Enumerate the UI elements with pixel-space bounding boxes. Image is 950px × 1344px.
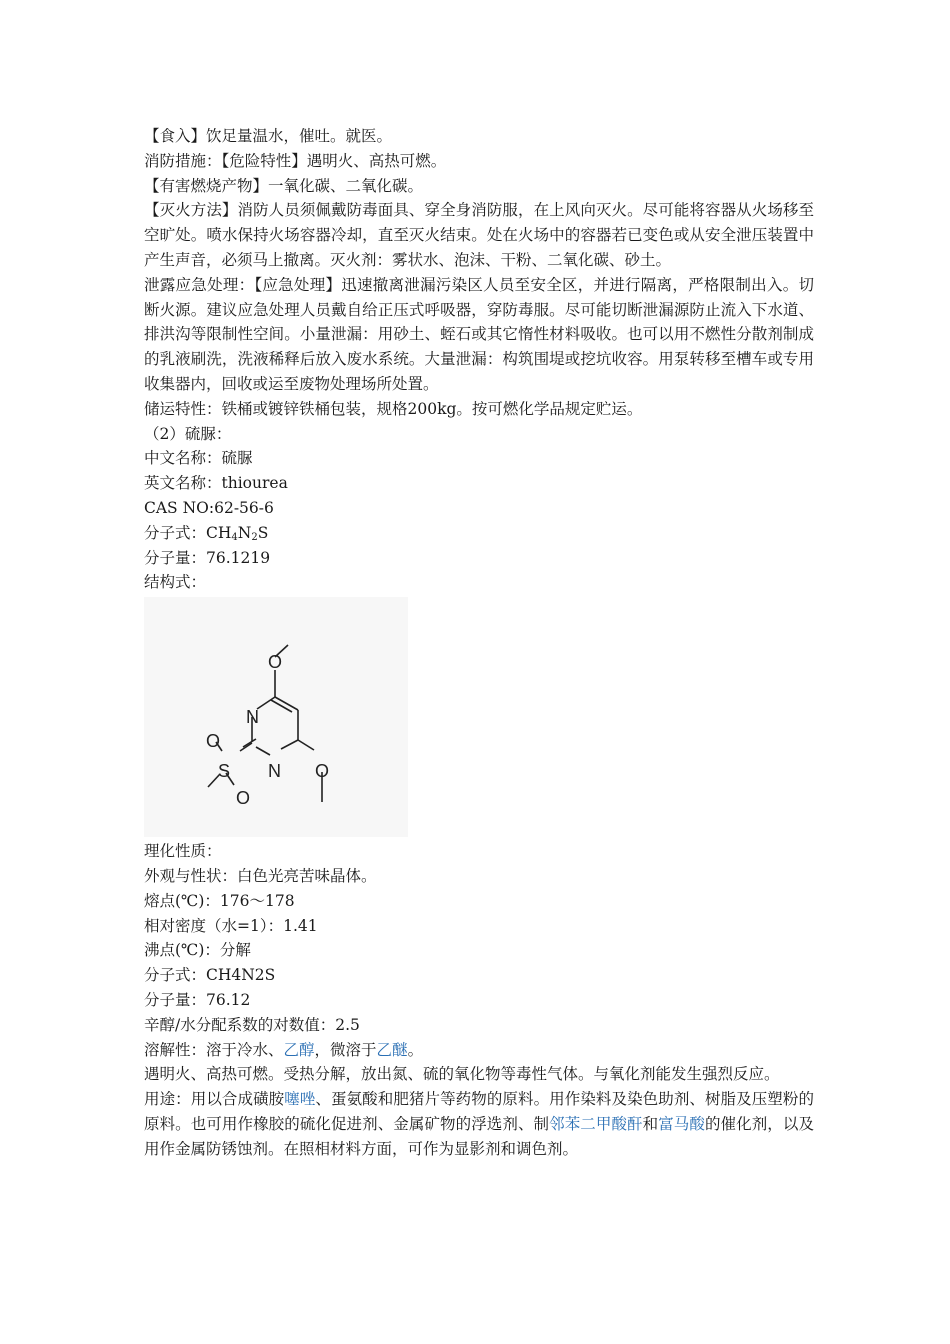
appearance: 外观与性状：白色光亮苦味晶体。 [144,866,377,885]
paragraph-leak-handling: 泄露应急处理：【应急处理】迅速撤离泄漏污染区人员至安全区，并进行隔离，严格限制出入。切断火源。建议应急处理人员戴自给正压式呼吸器，穿防毒服。尽可能切断泄漏源防止流入下水道、排洪沟等限制性空间。小量泄漏：用砂土、蛭石或其它惰性材料吸收。也可以用不燃性分散剂制成的乳液刷洗，洗液稀释后放入废水系统。大量泄漏：构筑围堤或挖坑收容。用泵转移至槽车或专用收集器内，回收或运至废物处理场所处置。 [144,275,814,393]
relative-density: 相对密度（水=1）：1.41 [144,916,318,935]
atom-o-right: O [315,761,330,782]
partition-coefficient: 辛醇/水分配系数的对数值：2.5 [144,1015,360,1034]
usage: 用途：用以合成磺胺噻唑、蛋氨酸和肥猪片等药物的原料。用作染料及染色助剂、树脂及压塑粉的原料。也可用作橡胶的硫化促进剂、金属矿物的浮选剂、制邻苯二甲酸酐和富马酸的催化剂，以及用作金属防锈蚀剂。在照相材料方面，可作为显影剂和调色剂。 [144,1090,814,1158]
document-body [144,124,814,1162]
chinese-name: 中文名称：硫脲 [144,449,253,468]
formula-n: N [237,523,252,542]
formula-label: 分子式： [144,523,207,542]
molecular-weight: 分子量：76.1219 [144,548,271,567]
atom-o-s-bottom: O [236,788,251,809]
link-fumaric-acid[interactable]: 富马酸 [658,1114,705,1133]
formula-s: S [257,523,269,542]
atom-n-bottom: N [268,761,281,782]
formula-sub-2: 2 [251,531,258,543]
structure-label: 结构式： [144,573,207,592]
paragraph-storage: 储运特性：铁桶或镀锌铁桶包装，规格200kg。按可燃化学品规定贮运。 [144,399,643,418]
properties-heading: 理化性质： [144,842,222,861]
formula-ch: CH [206,523,232,542]
melting-point: 熔点(℃)：176～178 [144,891,295,910]
link-phthalic-anhydride[interactable]: 邻苯二甲酸酐 [549,1114,643,1133]
link-ethanol[interactable]: 乙醇 [283,1040,315,1059]
atom-o-top: O [268,652,283,673]
paragraph-ingestion: 【食入】饮足量温水，催吐。就医。 [144,127,393,145]
solubility: 溶解性：溶于冷水、乙醇，微溶于乙醚。 [144,1040,424,1059]
hazard-statement: 遇明火、高热可燃。受热分解，放出氮、硫的氧化物等毒性气体。与氧化剂能发生强烈反应。 [144,1065,780,1084]
molecular-formula [144,521,814,546]
link-ether[interactable]: 乙醚 [376,1040,408,1059]
paragraph-combustion-products: 【有害燃烧产物】一氧化碳、二氧化碳。 [144,176,424,195]
molecular-formula-plain: 分子式：CH4N2S [144,966,276,985]
link-thiazole[interactable]: 噻唑 [284,1090,316,1109]
structure-atom-labels [206,652,329,808]
cas-number: CAS NO:62-56-6 [144,498,274,517]
atom-o-s-top: O [206,731,221,752]
molecular-weight-rounded: 分子量：76.12 [144,990,251,1009]
boiling-point: 沸点(℃)：分解 [144,941,251,960]
section-heading-thiourea: （2）硫脲： [144,424,232,443]
atom-s: S [218,761,231,782]
structure-image [144,597,408,837]
atom-n-top: N [246,707,259,728]
formula-sub-4: 4 [231,531,238,543]
paragraph-fire-hazard: 消防措施：【危险特性】遇明火、高热可燃。 [144,151,447,170]
paragraph-extinguishing: 【灭火方法】消防人员须佩戴防毒面具、穿全身消防服，在上风向灭火。尽可能将容器从火场移至空旷处。喷水保持火场容器冷却，直至灭火结束。处在火场中的容器若已变色或从安全泄压装置中产生声音，必须马上撤离。灭火剂：雾状水、泡沫、干粉、二氧化碳、砂土。 [144,201,814,269]
english-name: 英文名称：thiourea [144,474,288,493]
